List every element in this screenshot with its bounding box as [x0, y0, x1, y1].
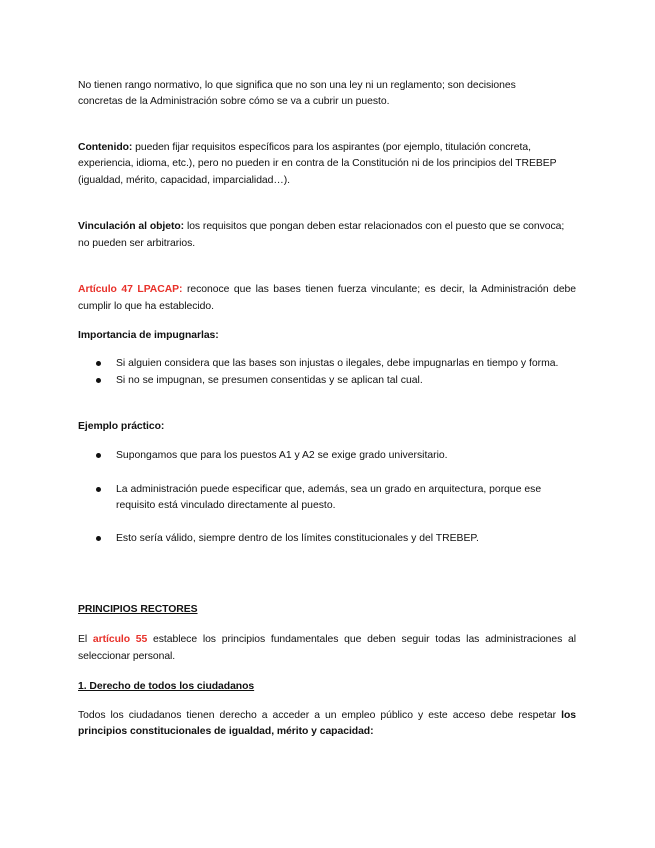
- paragraph-contenido-line2: experiencia, idioma, etc.), pero no pueden ir en contra de la Constitución ni de los principios del TREBEP: [78, 158, 557, 169]
- paragraph-contenido-line3: (igualdad, mérito, capacidad, imparcialidad…).: [78, 175, 290, 186]
- bullet-icon: [96, 487, 101, 492]
- document-page: No tienen rango normativo, lo que significa que no son una ley ni un reglamento; son decisiones concretas de la Administración sobre cómo se va a cubrir un puesto. Contenido: pueden fijar requisitos específicos para los aspirantes (por ejemplo, titulación concreta, experiencia, idioma, etc.), pero no pueden ir en contra de la Constitución ni de los principios del TREBEP (igualdad, mérito, capacidad, imparcialidad…). Vinculación al objeto: los requisitos que pongan deben estar relacionados con el puesto que se convoca; no pueden ser arbitrarios. Artículo 47 LPACAP: reconoce que las bases tienen fuerza vinculante; es decir, la Administración debe cumplir lo que ha establecido. Importancia de impugnarlas: Si alguien considera que las bases son injustas o ilegales, debe impugnarlas en tiempo y forma. Si no se impugnan, se presumen consentidas y se aplican tal cual. Ejemplo práctico: Supongamos que para los puestos A1 y A2 se exige grado universitario. La administración puede especificar que, además, sea un grado en arquitectura, porque ese requisito está vinculado directamente al puesto. Esto sería válido, siempre dentro de los límites constitucionales y del TREBEP. PRINCIPIOS RECTORES El artículo 55 establece los principios fundamentales que deben seguir todas las administraciones al seleccionar personal. 1. Derecho de todos los ciudadanos Todos los ciudadanos tienen derecho a acceder a un empleo público y este acceso debe respetar los principios constitucionales de igualdad, mérito y capacidad:: [78, 80, 577, 737]
- paragraph-art47-line2: cumplir lo que ha establecido.: [78, 301, 214, 312]
- vinculacion-label: Vinculación al objeto:: [78, 221, 185, 232]
- bullet-icon: [96, 453, 101, 458]
- paragraph-art47-line1: Artículo 47 LPACAP: reconoce que las bases tienen fuerza vinculante; es decir, la Administración debe: [78, 284, 577, 295]
- art55-reference: artículo 55: [92, 634, 148, 645]
- bullet-icon: [96, 361, 101, 366]
- subheading-derecho: 1. Derecho de todos los ciudadanos: [78, 681, 255, 692]
- bullet-icon: [96, 536, 101, 541]
- paragraph-derecho-line1: Todos los ciudadanos tienen derecho a acceder a un empleo público y este acceso debe respetar los: [78, 710, 576, 721]
- impugnar-heading: Importancia de impugnarlas:: [78, 330, 219, 341]
- paragraph-contenido-line1: Contenido: pueden fijar requisitos específicos para los aspirantes (por ejemplo, titulación concreta,: [78, 142, 531, 153]
- art47-reference: Artículo 47 LPACAP:: [78, 284, 183, 295]
- contenido-label: Contenido:: [78, 142, 133, 153]
- paragraph-rango-line1: No tienen rango normativo, lo que significa que no son una ley ni un reglamento; son decisiones: [78, 80, 516, 91]
- paragraph-vinculacion-line2: no pueden ser arbitrarios.: [78, 238, 196, 249]
- principios-heading: PRINCIPIOS RECTORES: [78, 604, 198, 615]
- paragraph-derecho-line2: principios constitucionales de igualdad, mérito y capacidad:: [78, 726, 374, 737]
- bullet-icon: [96, 378, 101, 383]
- ejemplo-heading: Ejemplo práctico:: [78, 421, 165, 432]
- paragraph-art55-line1: El artículo 55 establece los principios fundamentales que deben seguir todas las administraciones al: [78, 634, 576, 645]
- paragraph-vinculacion-line1: Vinculación al objeto: los requisitos que pongan deben estar relacionados con el puesto que se convoca;: [78, 221, 565, 232]
- paragraph-rango-line2: concretas de la Administración sobre cómo se va a cubrir un puesto.: [78, 96, 390, 107]
- paragraph-art55-line2: seleccionar personal.: [78, 651, 176, 662]
